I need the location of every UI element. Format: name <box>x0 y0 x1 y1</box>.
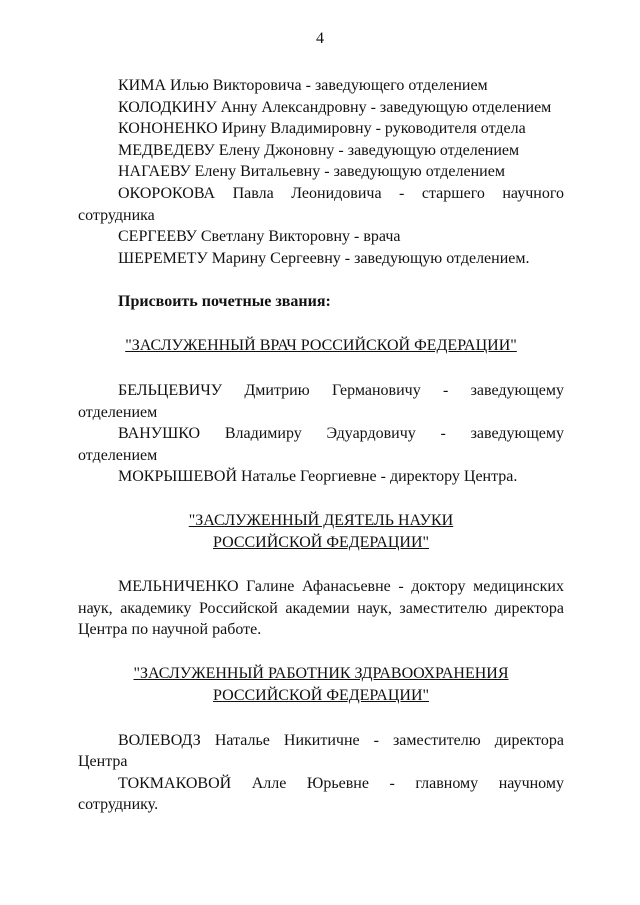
word: Леонидовича <box>291 184 382 202</box>
list-item: МОКРЫШЕВОЙ Наталье Георгиевне - директору Центра. <box>118 468 518 486</box>
word: Эдуардовичу <box>326 425 416 443</box>
page-number: 4 <box>316 30 324 47</box>
word: ОКОРОКОВА <box>118 184 216 202</box>
word: - <box>389 774 395 792</box>
list-item-continuation: отделением <box>78 403 158 421</box>
word: Дмитрию <box>244 381 310 399</box>
word: Владимиру <box>224 425 302 443</box>
word: Павла <box>232 184 274 202</box>
list-item: КОНОНЕНКО Ирину Владимировну - руководителя отдела <box>118 120 526 138</box>
list-item-okorokov <box>78 183 564 205</box>
title-honored-scientist-line2: РОССИЙСКОЙ ФЕДЕРАЦИИ" <box>212 533 430 551</box>
list-item-volevodz <box>78 730 564 752</box>
list-item-continuation: отделением <box>78 446 158 464</box>
list-item: КИМА Илью Викторовича - заведующего отделением <box>118 77 488 94</box>
word: Никитичне <box>283 731 360 749</box>
word: заведующему <box>470 381 564 399</box>
word: Юрьевне <box>306 774 369 792</box>
list-item: СЕРГЕЕВУ Светлану Викторовну - врача <box>118 228 401 246</box>
word: - <box>442 381 449 399</box>
title-honored-health-worker-line2: РОССИЙСКОЙ ФЕДЕРАЦИИ" <box>212 686 430 704</box>
title-honored-health-worker-line1: "ЗАСЛУЖЕННЫЙ РАБОТНИК ЗДРАВООХРАНЕНИЯ <box>133 664 509 682</box>
paragraph-text: МЕЛЬНИЧЕНКО Галине Афанасьевне - доктору медицинских <box>118 577 564 595</box>
word: - <box>373 731 379 749</box>
document-body <box>78 75 564 816</box>
paragraph-melnichenko-line3: Центра по научной работе. <box>78 621 262 639</box>
list-item-continuation: сотруднику. <box>78 796 159 814</box>
list-item-tokmakovoy <box>78 773 564 795</box>
word: БЕЛЬЦЕВИЧУ <box>118 381 223 399</box>
word: главному <box>415 774 479 792</box>
word: старшего <box>421 184 485 202</box>
list-item: МЕДВЕДЕВУ Елену Джоновну - заведующую отделением <box>118 141 520 159</box>
title-honored-doctor: "ЗАСЛУЖЕННЫЙ ВРАЧ РОССИЙСКОЙ ФЕДЕРАЦИИ" <box>125 336 517 354</box>
list-item: ШЕРЕМЕТУ Марину Сергеевну - заведующую отделением. <box>118 249 530 267</box>
paragraph-melnichenko-line2: наук, академику Российской академии наук, заместителю директора <box>78 599 564 617</box>
paragraph-melnichenko-line1 <box>78 576 564 598</box>
word: ВАНУШКО <box>118 425 201 443</box>
title-honored-scientist-line1: "ЗАСЛУЖЕННЫЙ ДЕЯТЕЛЬ НАУКИ <box>188 511 454 529</box>
section-heading: Присвоить почетные звания: <box>118 293 331 311</box>
word: - <box>399 184 405 202</box>
word: директора <box>494 731 564 749</box>
list-item-continuation: сотрудника <box>78 206 155 224</box>
word: Алле <box>251 774 287 792</box>
word: ВОЛЕВОДЗ <box>118 731 201 749</box>
word: научному <box>498 774 564 792</box>
list-item: КОЛОДКИНУ Анну Александровну - заведующую отделением <box>118 98 552 116</box>
word: заведующему <box>470 425 564 443</box>
word: ТОКМАКОВОЙ <box>118 774 232 792</box>
list-item-vanushko <box>78 423 564 445</box>
word: - <box>440 425 446 443</box>
list-item-continuation: Центра <box>78 753 128 771</box>
word: Германовичу <box>331 381 421 399</box>
word: заместителю <box>392 731 481 749</box>
list-item-beltsevich <box>78 380 564 402</box>
list-item: НАГАЕВУ Елену Витальевну - заведующую отделением <box>118 163 505 181</box>
word: научного <box>502 184 564 202</box>
word: Наталье <box>214 731 270 749</box>
